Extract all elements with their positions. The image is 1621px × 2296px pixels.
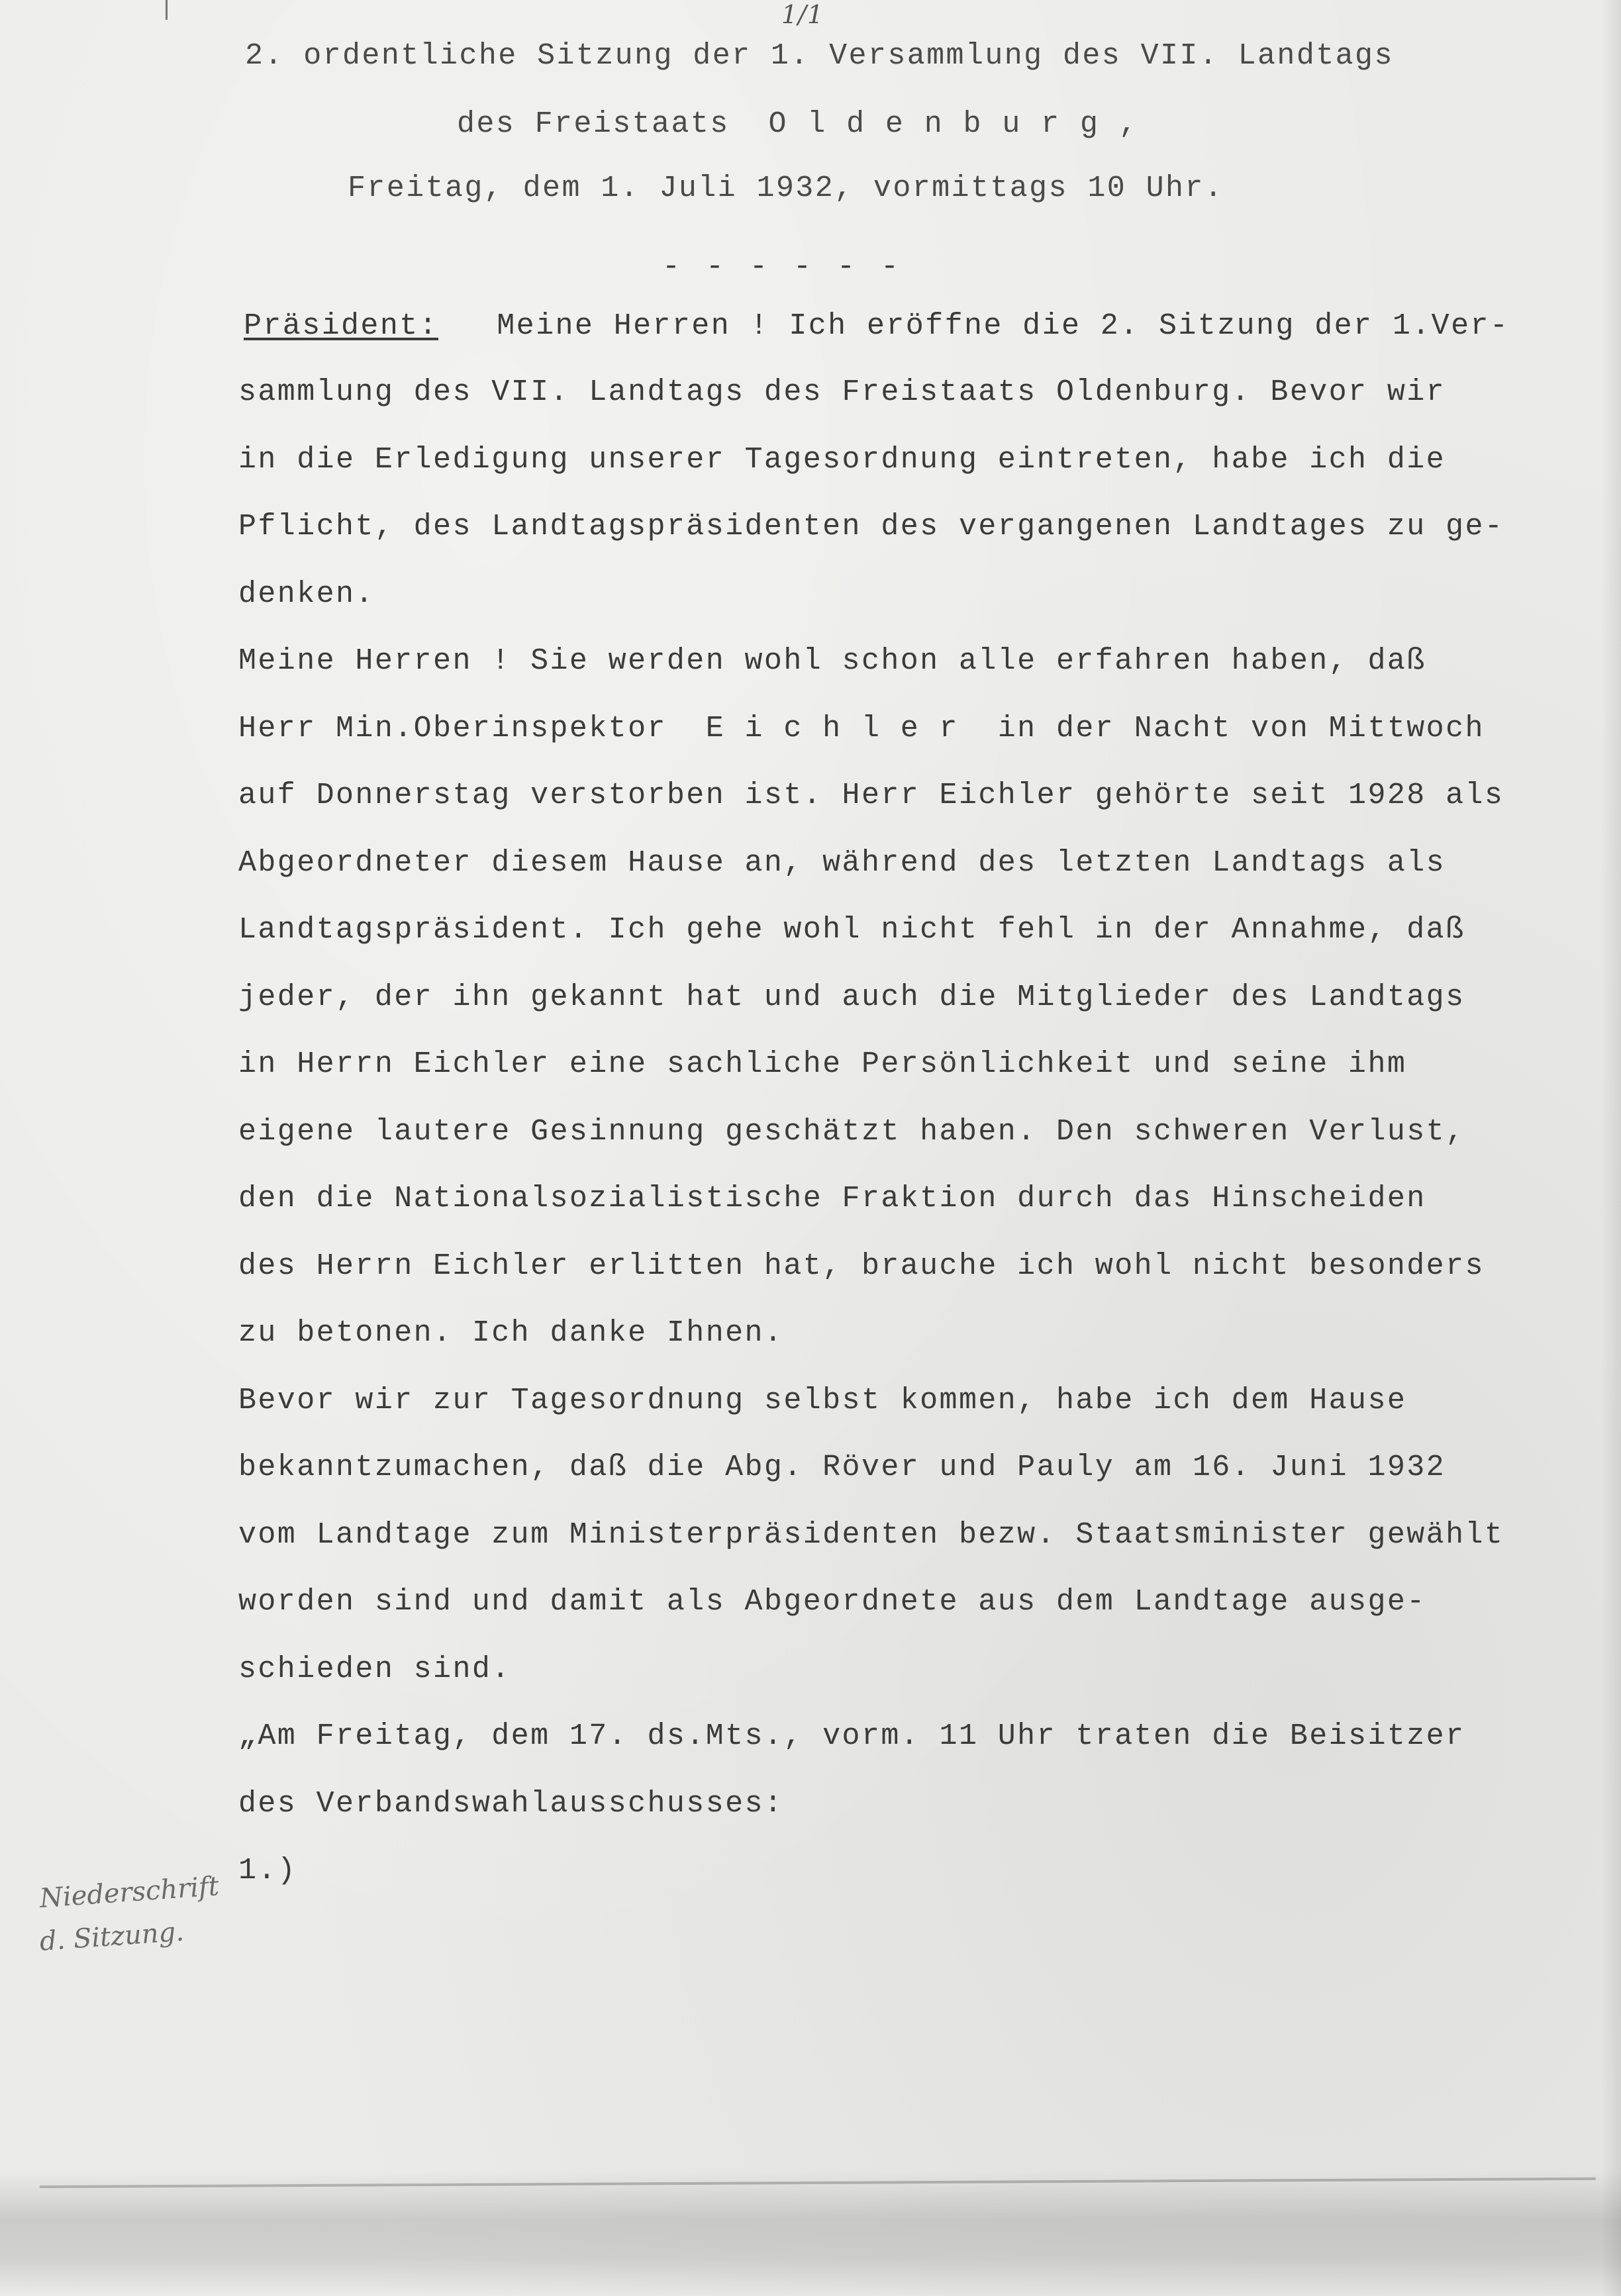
speech-line: vom Landtage zum Ministerpräsidenten bezw. Staatsminister gewählt [238,1518,1504,1552]
speech-line: des Verbandswahlausschusses: [238,1787,784,1821]
speech-line: Meine Herren ! Sie werden wohl schon alle erfahren haben, daß [238,644,1426,678]
speech-line: Landtagspräsident. Ich gehe wohl nicht fehl in der Annahme, daß [238,913,1465,947]
speech-line: denken. [238,577,375,611]
speech-line: „Am Freitag, dem 17. ds.Mts., vorm. 11 Uhr traten die Beisitzer [238,1719,1465,1753]
speech-line: Herr Min.Oberinspektor E i c h l e r in der Nacht von Mittwoch [238,712,1485,745]
staple-mark [166,0,168,20]
speech-first-line-text: Meine Herren ! Ich eröffne die 2. Sitzung der 1.Ver- [497,309,1510,343]
speech-line: des Herrn Eichler erlitten hat, brauche ich wohl nicht besonders [238,1249,1485,1283]
speech-line: in die Erledigung unserer Tagesordnung eintreten, habe ich die [238,443,1446,477]
heading-line-3: Freitag, dem 1. Juli 1932, vormittags 10 Uhr. [348,171,1224,205]
speech-line: 1.) [238,1854,297,1888]
speech-line: Bevor wir zur Tagesordnung selbst kommen, habe ich dem Hause [238,1384,1407,1417]
paper-bottom-fold [0,2170,1621,2296]
speech-first-line [244,311,1509,341]
margin-note-line-1: Niederschrift [38,1871,221,1914]
speech-line: worden sind und damit als Abgeordnete aus dem Landtage ausge- [238,1585,1426,1619]
paper-right-edge [1601,0,1621,2296]
speech-line: auf Donnerstag verstorben ist. Herr Eichler gehörte seit 1928 als [238,779,1504,812]
separator-dashes: - - - - - - [662,250,903,284]
speech-line: schieden sind. [238,1652,511,1686]
speech-line: bekanntzumachen, daß die Abg. Röver und Pauly am 16. Juni 1932 [238,1451,1446,1484]
heading-line-2: des Freistaats O l d e n b u r g , [457,107,1139,141]
speaker-label: Präsident: [244,309,439,343]
archive-page-mark: 1/1 [781,0,824,29]
speech-line: in Herrn Eichler eine sachliche Persönlichkeit und seine ihm [238,1047,1407,1081]
speech-line: sammlung des VII. Landtags des Freistaats Oldenburg. Bevor wir [238,375,1446,409]
speech-line: den die Nationalsozialistische Fraktion durch das Hinscheiden [238,1182,1426,1216]
heading-line-1: 2. ordentliche Sitzung der 1. Versammlung des VII. Landtags [245,39,1394,73]
margin-note-line-2: d. Sitzung. [38,1916,185,1957]
speech-line: Pflicht, des Landtagspräsidenten des vergangenen Landtages zu ge- [238,510,1504,544]
speech-line: eigene lautere Gesinnung geschätzt haben. Den schweren Verlust, [238,1115,1465,1149]
speech-line: zu betonen. Ich danke Ihnen. [238,1316,784,1350]
speech-line: Abgeordneter diesem Hause an, während des letzten Landtags als [238,846,1446,880]
speech-line: jeder, der ihn gekannt hat und auch die Mitglieder des Landtags [238,981,1465,1014]
